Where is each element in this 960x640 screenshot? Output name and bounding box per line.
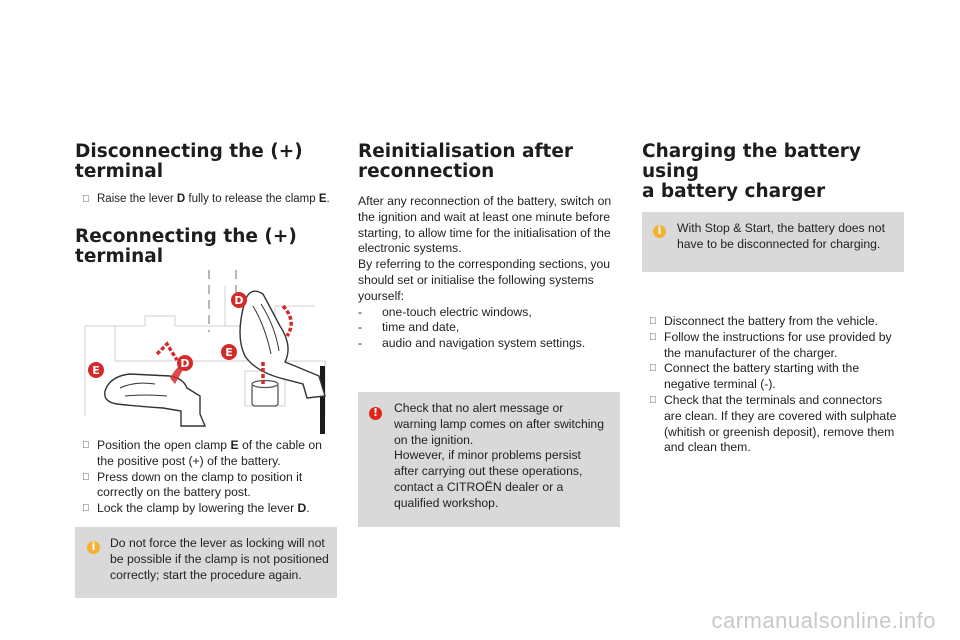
step-check-terminals: Check that the terminals and connectors are clean. If they are covered with sulphate (whitish or greenish deposit), remove them and clean them. — [642, 393, 912, 456]
note-text: With Stop & Start, the battery does not have to be disconnected for charging. — [677, 221, 885, 251]
paragraph-after-reconnection: After any reconnection of the battery, switch on the ignition and wait at least one minute before starting, to allow time for the initialisation of the electronic systems. By referring to the corresponding sections, you should set or initialise the following systems yourself: — [358, 194, 612, 303]
charging-steps — [642, 314, 912, 456]
step-press-clamp: Press down on the clamp to position it correctly on the battery post. — [75, 470, 337, 502]
warning-icon — [369, 407, 382, 420]
note-do-not-force — [75, 527, 337, 598]
list-item: - audio and navigation system settings. — [358, 336, 586, 351]
watermark: carmanualsonline.info — [711, 608, 936, 633]
bullet-icon — [82, 192, 90, 208]
step-disconnect: Disconnect the battery from the vehicle. — [642, 314, 912, 330]
bullet-icon — [649, 314, 657, 330]
warning-check-alerts — [358, 392, 620, 527]
info-icon — [87, 541, 100, 554]
bullet-icon — [649, 361, 657, 377]
step-follow-instructions: Follow the instructions for use provided by the manufacturer of the charger. — [642, 330, 912, 362]
warning-text: Check that no alert message or warning lamp comes on after switching on the ignition. However, if minor problems persist after carrying out these operations, contact a CITROËN dealer or a qualified workshop. — [394, 401, 604, 510]
label-d-left: D — [180, 357, 190, 370]
heading-reinitialisation: Reinitialisation after reconnection — [358, 141, 574, 182]
list-item: - one-touch electric windows, — [358, 304, 532, 319]
reconnect-steps — [75, 438, 337, 517]
step-lock-clamp: Lock the clamp by lowering the lever D. — [75, 501, 337, 517]
column-reinitialisation — [358, 142, 620, 352]
heading-disconnecting: Disconnecting the (+) terminal — [75, 141, 303, 182]
bullet-icon — [82, 470, 90, 486]
bullet-icon — [649, 330, 657, 346]
bullet-icon — [82, 501, 90, 517]
heading-reconnecting: Reconnecting the (+) terminal — [75, 226, 297, 267]
bullet-icon — [82, 438, 90, 454]
list-item: - time and date, — [358, 320, 460, 335]
bullet-icon — [649, 393, 657, 409]
heading-charging: Charging the battery using a battery charger — [642, 141, 861, 202]
info-icon — [653, 225, 666, 238]
label-e-left: E — [92, 364, 100, 377]
label-d-right: D — [234, 294, 244, 307]
column-disconnect-reconnect — [75, 142, 337, 208]
label-e-right: E — [225, 346, 233, 359]
battery-clamp-illustration — [75, 266, 337, 438]
step-position-clamp: Position the open clamp E of the cable on the positive post (+) of the battery. — [75, 438, 337, 470]
step-raise-lever: Raise the lever D fully to release the clamp E. — [75, 192, 337, 208]
note-stop-start — [642, 212, 904, 272]
note-text: Do not force the lever as locking will not be possible if the clamp is not positioned correctly; start the procedure again. — [110, 536, 329, 582]
step-connect: Connect the battery starting with the negative terminal (-). — [642, 361, 912, 393]
